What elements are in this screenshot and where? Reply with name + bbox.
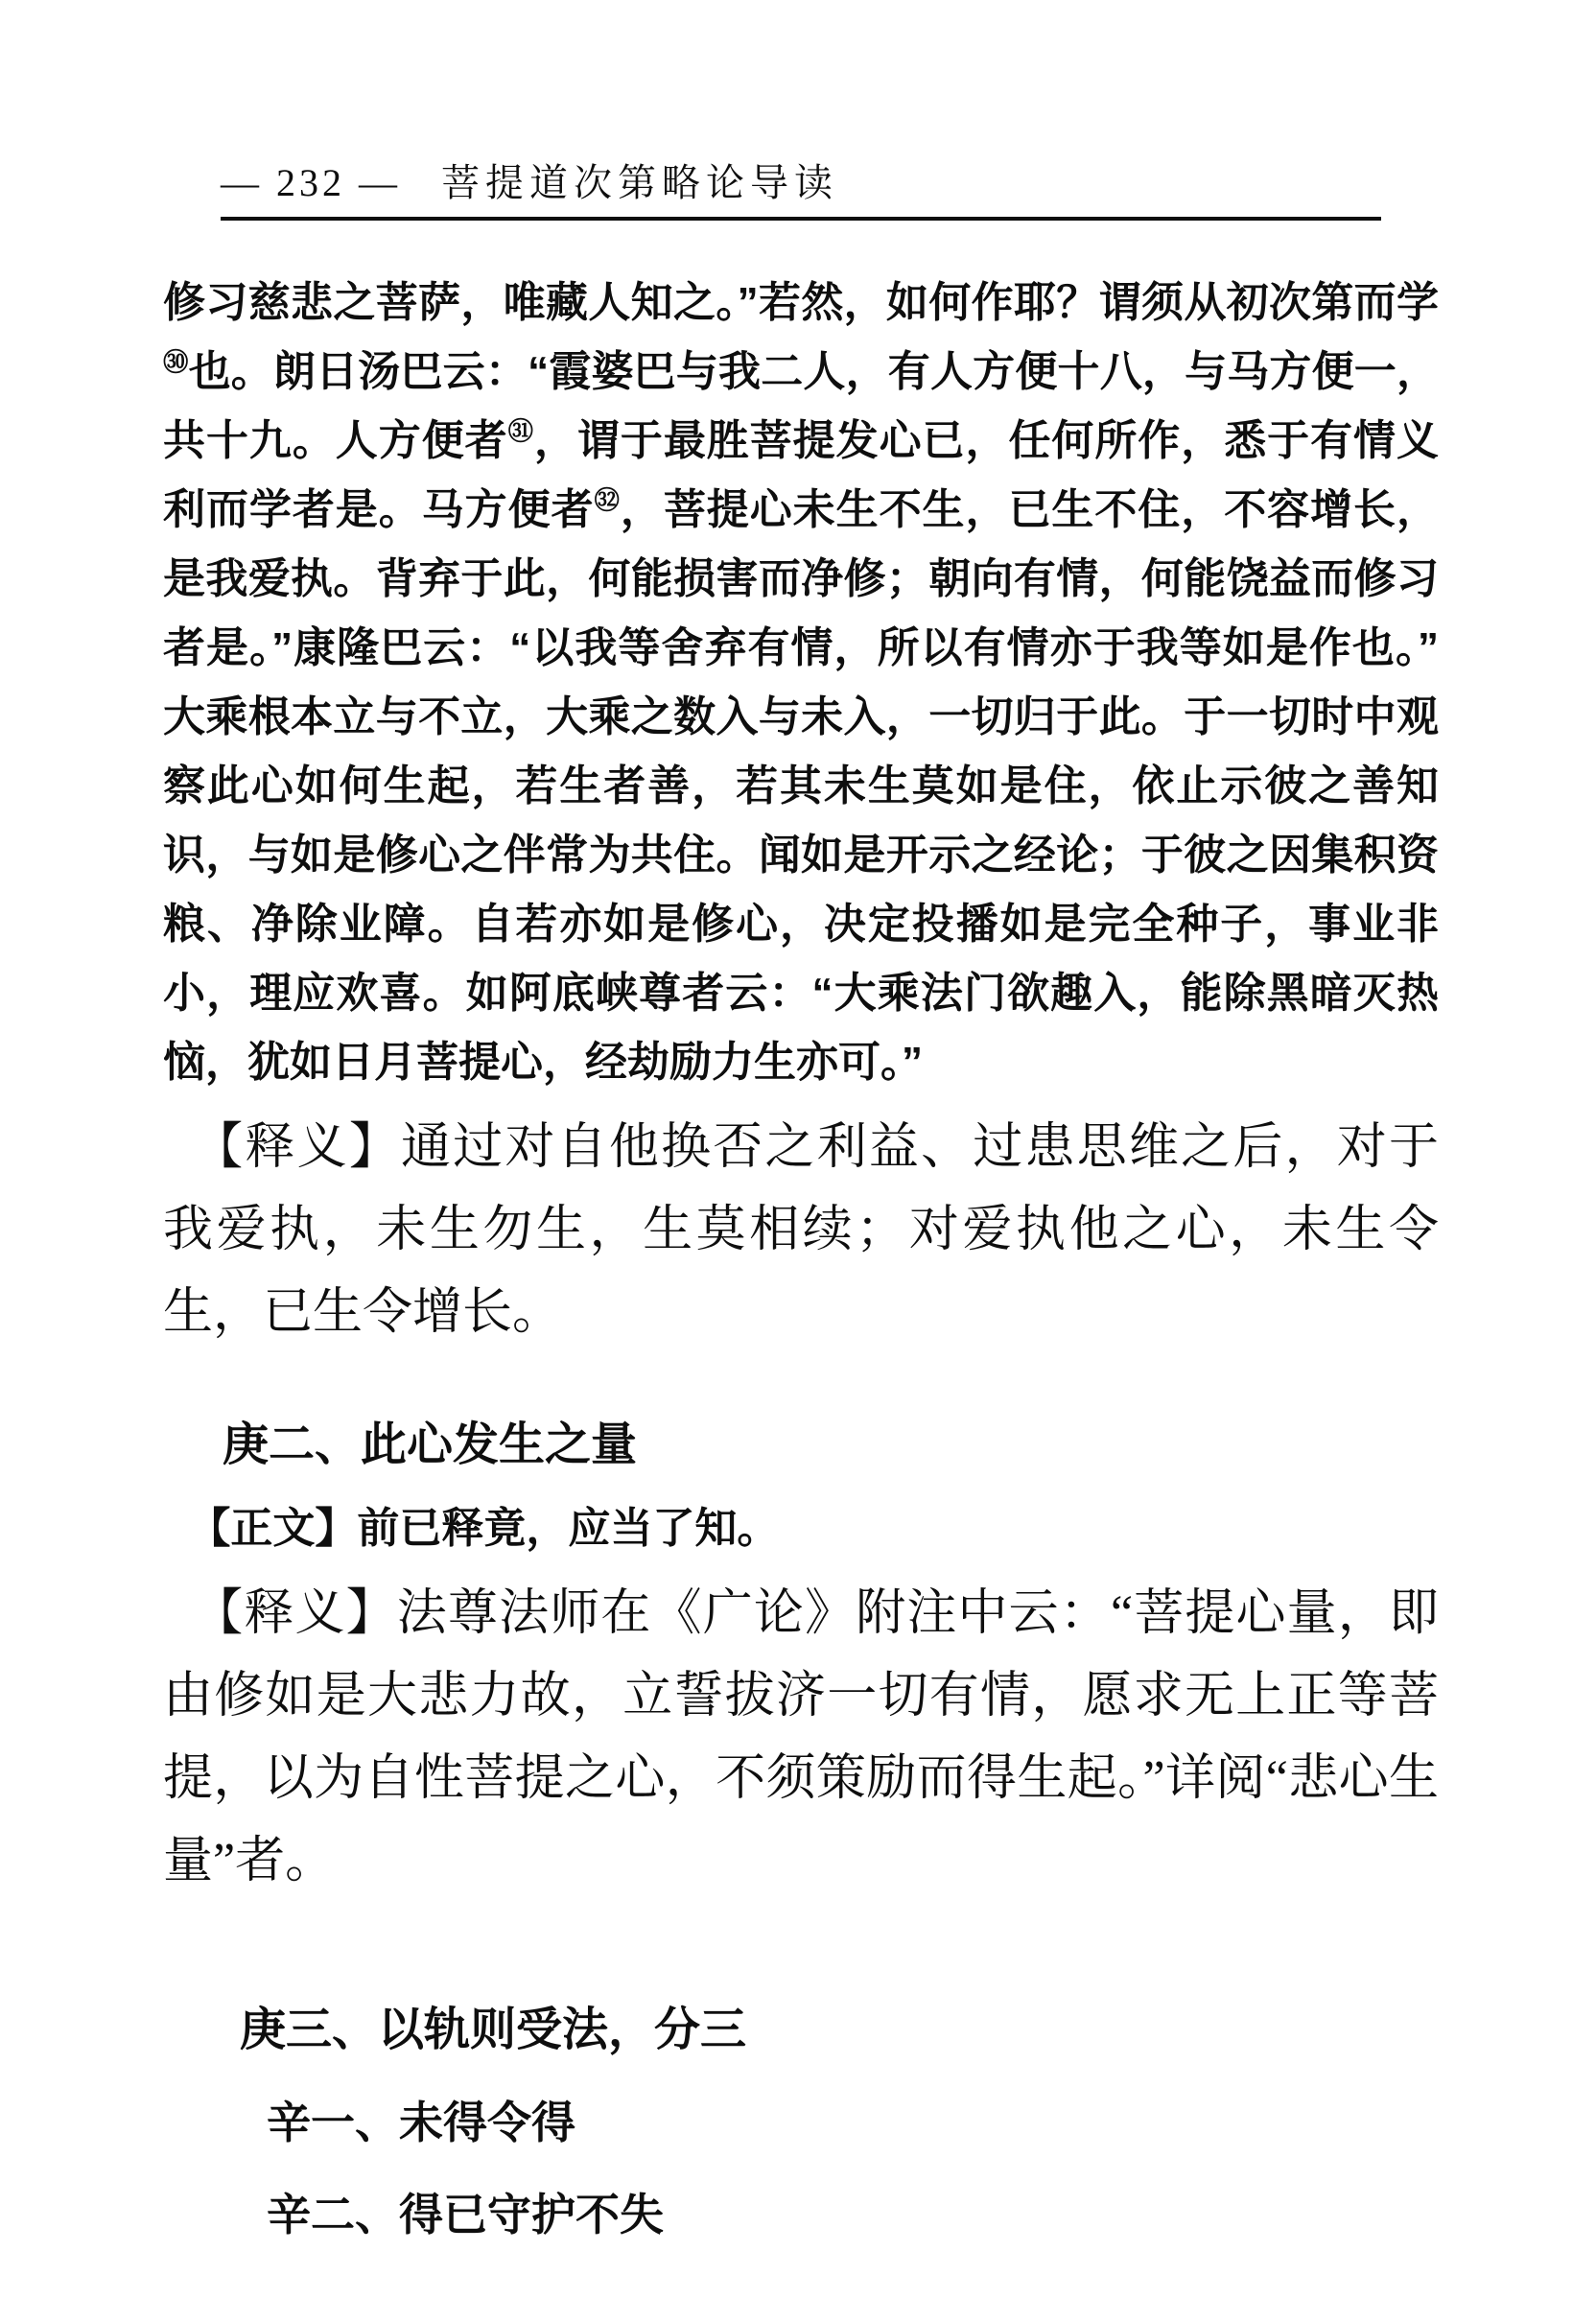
subsection-heading-xin2: 辛二、得已守护不失 — [267, 2190, 664, 2239]
page-content — [163, 161, 1439, 2250]
commentary-paragraph-1: 【释义】通过对自他换否之利益、过患思维之后，对于我爱执，未生勿生，生莫相续；对爱执他之心，未生令生，已生令增长。 — [163, 1120, 1439, 1340]
root-text-paragraph: 修习慈悲之菩萨，唯藏人知之。”若然，如何作耶？谓须从初次第而学$^㉚$也。朗日汤巴云：“霞婆巴与我二人，有人方便十八，与马方便一，共十九。人方便者$^㉛$，谓于最胜菩提发心已，任何所作，悉于有情义利而学者是。马方便者$^㉜$，菩提心未生不生，已生不住，不容增长，是我爱执。背弃于此，何能损害而净修；朝向有情，何能饶益而修习者是。”康隆巴云：“以我等舍弃有情，所以有情亦于我等如是作也。”大乘根本立与不立，大乘之数入与未入，一切归于此。于一切时中观察此心如何生起，若生者善，若其未生莫如是住，依止示彼之善知识，与如是修心之伴常为共住。闻如是开示之经论；于彼之因集积资粮、净除业障。自若亦如是修心，决定投播如是完全种子，事业非小，理应欢喜。如阿底峡尊者云：“大乘法门欲趣入，能除黑暗灭热恼，犹如日月菩提心，经劫励力生亦可。” — [163, 279, 1440, 1086]
running-header — [221, 161, 1381, 221]
book-title: 菩提道次第略论导读 — [441, 161, 838, 204]
footnote-ref-icon: ㉛ — [507, 416, 534, 446]
section-heading-geng2: 庚二、此心发生之量 — [223, 1419, 638, 1470]
section-heading-geng3: 庚三、以轨则受法，分三 — [240, 2005, 747, 2055]
footnote-ref-icon: ㉜ — [594, 485, 621, 515]
page-number: — 232 — — [221, 161, 401, 204]
commentary-paragraph-2: 【释义】法尊法师在《广论》附注中云：“菩提心量，即由修如是大悲力故，立誓拔济一切有情，愿求无上正等菩提，以为自性菩提之心，不须策励而得生起。”详阅“悲心生量”者。 — [163, 1586, 1439, 1888]
zhengwen-paragraph: 【正文】前已释竟，应当了知。 — [188, 1505, 780, 1552]
subsection-heading-xin1: 辛一、未得令得 — [267, 2098, 575, 2147]
footnote-ref-icon: ㉚ — [163, 347, 189, 377]
